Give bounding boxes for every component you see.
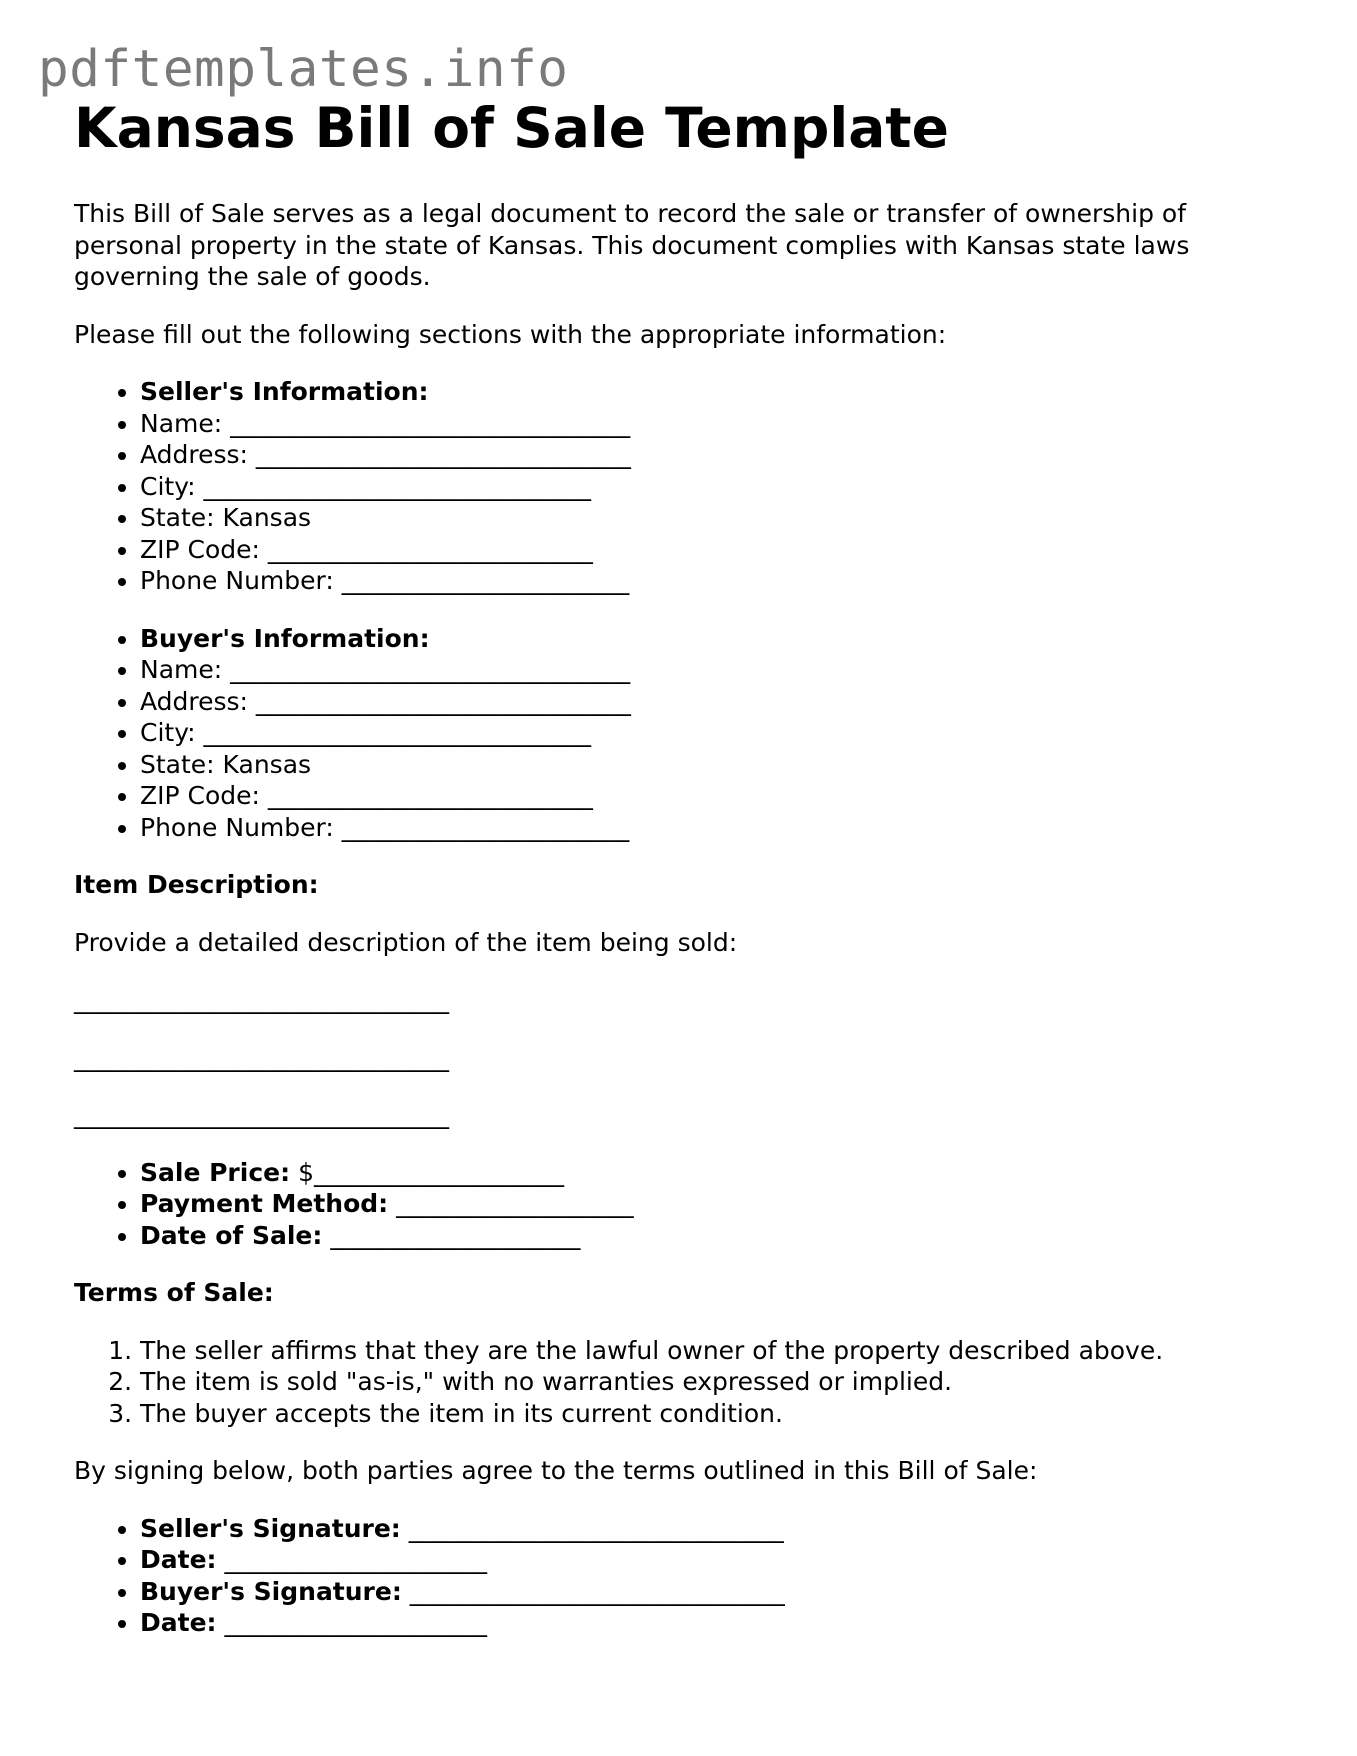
seller-signature-field: • Seller's Signature: ______________________________ — [140, 1513, 1284, 1545]
sale-details-list — [74, 1157, 1284, 1252]
intro-paragraph: This Bill of Sale serves as a legal document to record the sale or transfer of ownership of personal property in the state of Kansas. This document complies with Kansas state laws governing the sale of goods. — [74, 199, 1190, 291]
watermark: pdftemplates.info — [38, 40, 569, 99]
buyer-zip-field: • ZIP Code: __________________________ — [140, 780, 1284, 812]
document-page — [74, 96, 1284, 1639]
signatures-list — [74, 1513, 1284, 1639]
buyer-phone-field: • Phone Number: _______________________ — [140, 812, 1284, 844]
seller-city-field: • City: _______________________________ — [140, 471, 1284, 503]
seller-state-field: • State: Kansas — [140, 502, 1284, 534]
buyer-signature-field: • Buyer's Signature: ______________________________ — [140, 1576, 1284, 1608]
description-line: ______________________________ — [74, 1042, 449, 1072]
agreement-paragraph: By signing below, both parties agree to the terms outlined in this Bill of Sale: — [74, 1456, 1038, 1485]
buyer-address-field: • Address: ______________________________ — [140, 686, 1284, 718]
seller-name-field: • Name: ________________________________ — [140, 408, 1284, 440]
terms-item: 1. The seller affirms that they are the lawful owner of the property described above. — [140, 1335, 1284, 1367]
instructions-paragraph: Please fill out the following sections with the appropriate information: — [74, 319, 947, 349]
terms-list — [74, 1335, 1284, 1430]
sale-price-field: • Sale Price: $____________________ — [140, 1157, 1284, 1189]
buyer-name-field: • Name: ________________________________ — [140, 654, 1284, 686]
terms-heading: Terms of Sale: — [74, 1278, 274, 1307]
seller-info-list — [74, 376, 1284, 597]
buyer-city-field: • City: _______________________________ — [140, 717, 1284, 749]
terms-item: 2. The item is sold "as-is," with no warranties expressed or implied. — [140, 1366, 1284, 1398]
description-line: ______________________________ — [74, 985, 449, 1014]
terms-item: 3. The buyer accepts the item in its current condition. — [140, 1398, 1284, 1430]
payment-method-field: • Payment Method: ___________________ — [140, 1188, 1284, 1220]
date-of-sale-field: • Date of Sale: ____________________ — [140, 1220, 1284, 1252]
description-line: ______________________________ — [74, 1100, 449, 1129]
item-description-heading: Item Description: — [74, 870, 319, 899]
seller-info-heading: • Seller's Information: — [140, 376, 1284, 408]
page-title: Kansas Bill of Sale Template — [74, 96, 949, 160]
seller-address-field: • Address: ______________________________ — [140, 439, 1284, 471]
seller-date-field: • Date: _____________________ — [140, 1544, 1284, 1576]
seller-phone-field: • Phone Number: _______________________ — [140, 565, 1284, 597]
buyer-state-field: • State: Kansas — [140, 749, 1284, 781]
item-description-prompt: Provide a detailed description of the item being sold: — [74, 927, 738, 957]
seller-zip-field: • ZIP Code: __________________________ — [140, 534, 1284, 566]
buyer-date-field: • Date: _____________________ — [140, 1607, 1284, 1639]
buyer-info-list — [74, 623, 1284, 844]
buyer-info-heading: • Buyer's Information: — [140, 623, 1284, 655]
